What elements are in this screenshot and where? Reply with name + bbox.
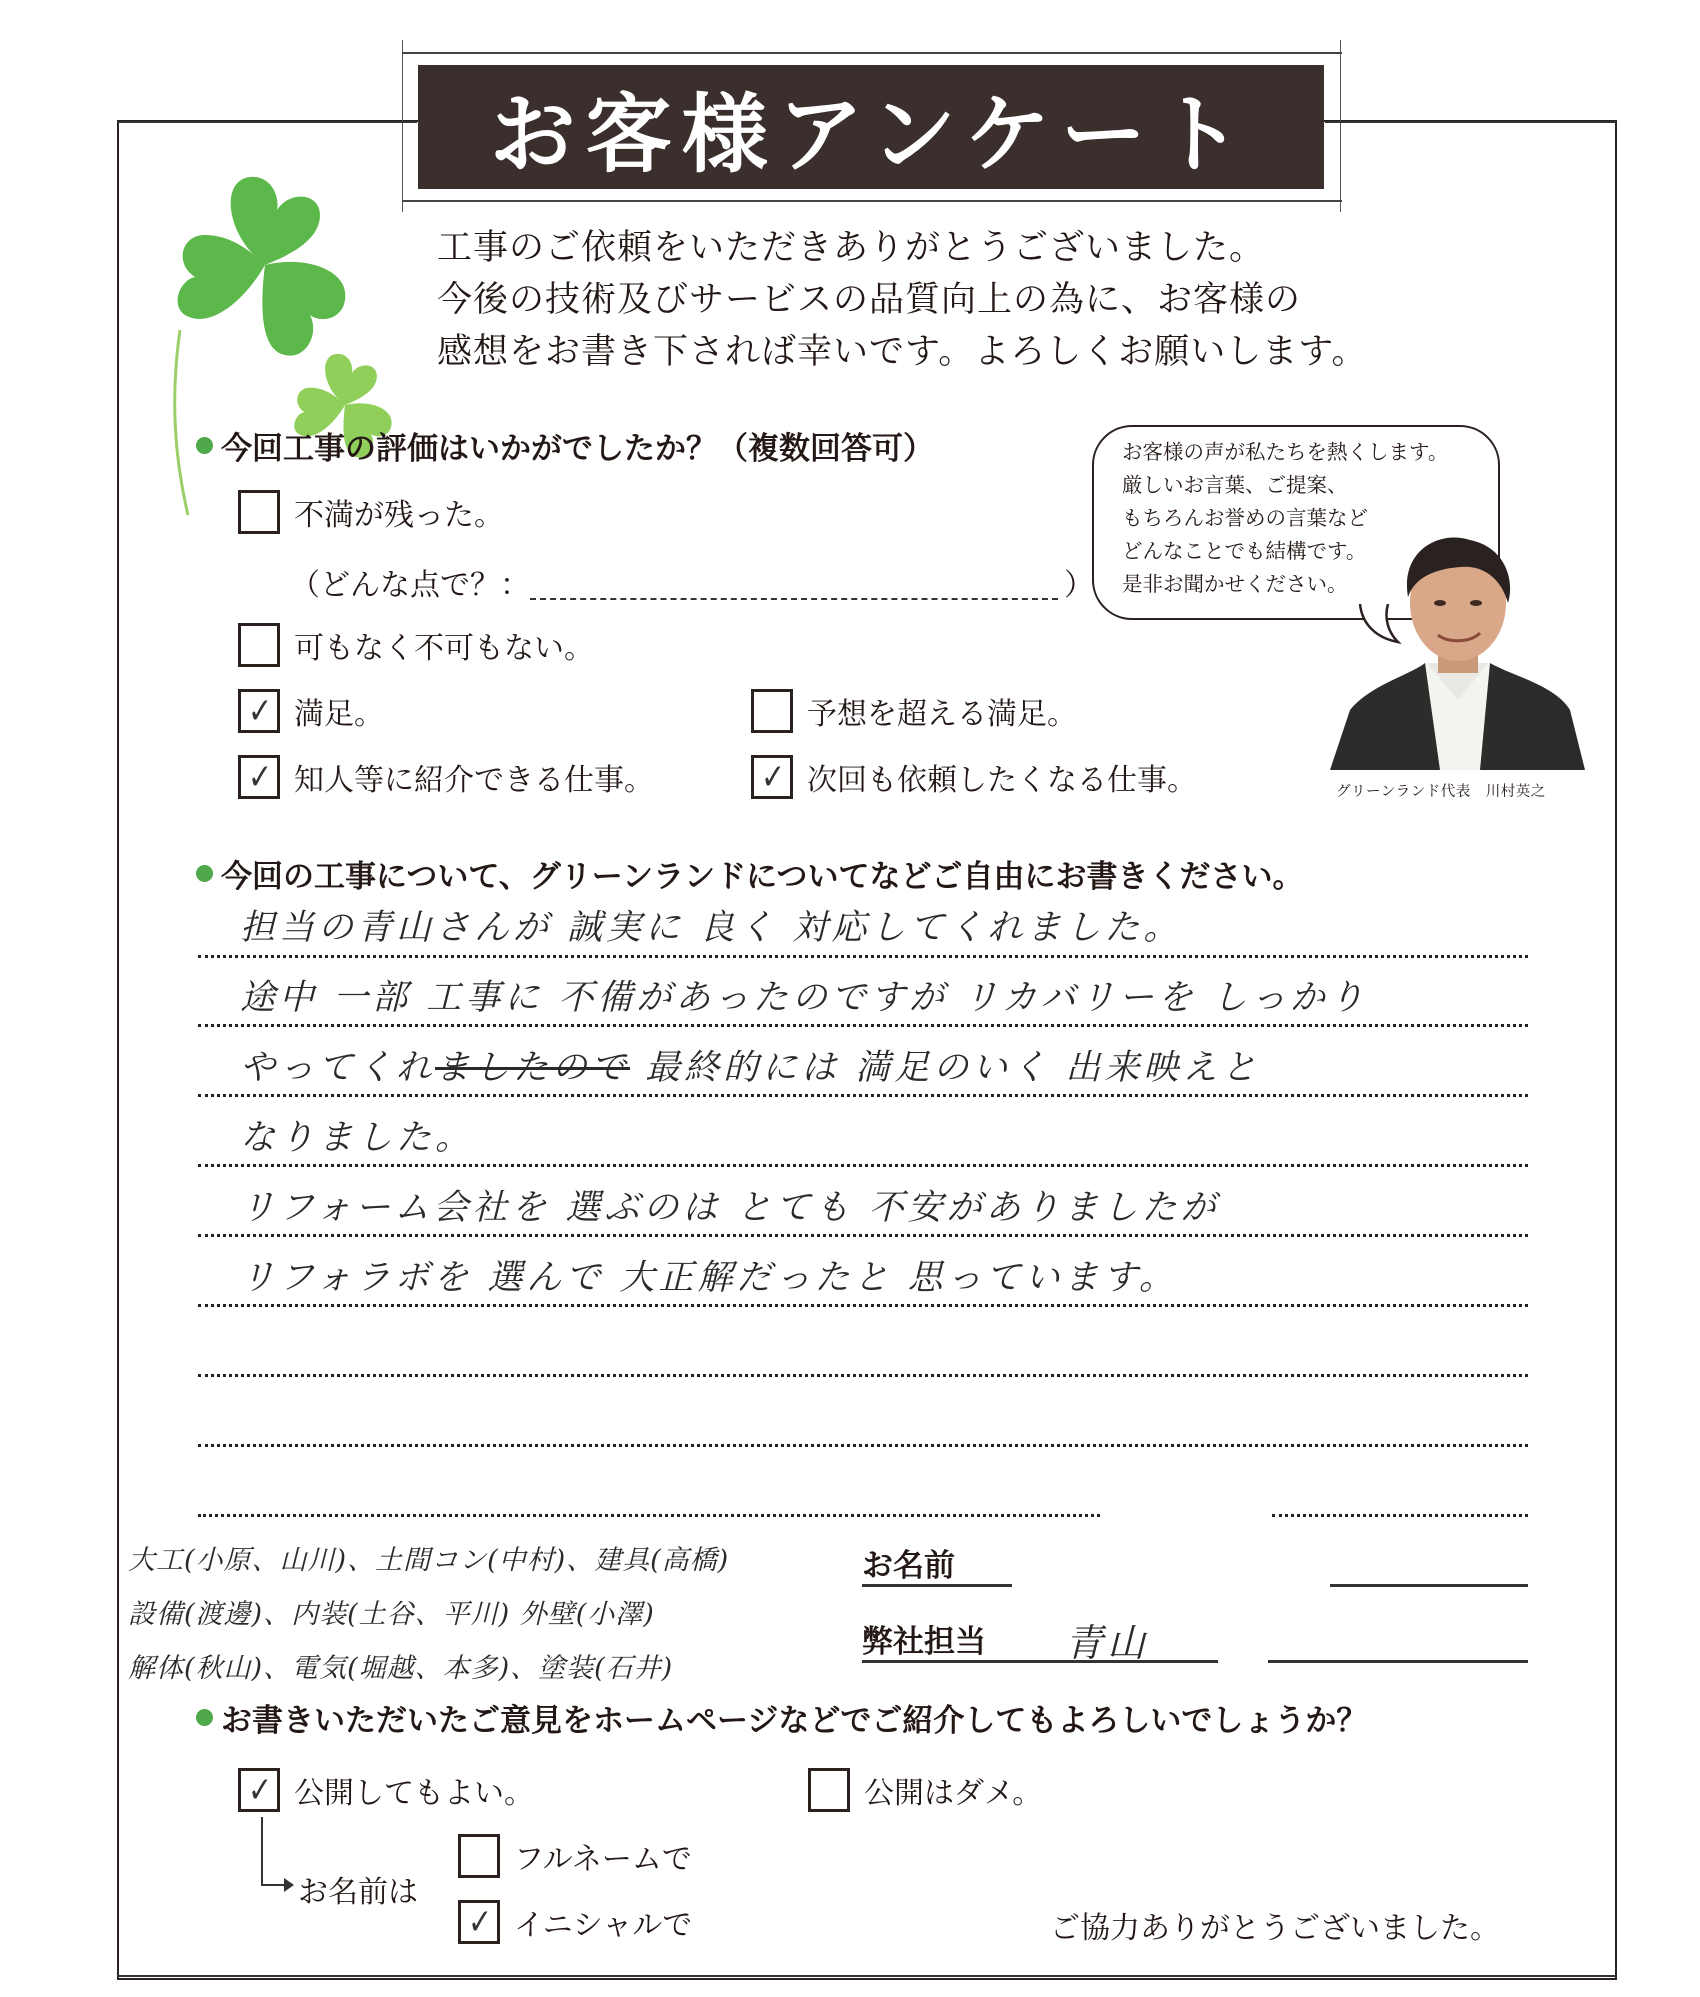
- checkbox-publish-ng[interactable]: [808, 1768, 850, 1812]
- intro-line: 工事のご依頼をいただきありがとうございました。: [437, 228, 1266, 268]
- struck-out-text: ましたので: [435, 1048, 631, 1088]
- page-title-banner: [418, 62, 1324, 189]
- page-title: お客様アンケート: [489, 85, 1253, 185]
- section2-heading: [196, 851, 1304, 896]
- check-icon: ✓: [761, 757, 786, 798]
- comment-text[interactable]: リフォーム会社を 選ぶのは とても 不安がありましたが: [240, 1188, 1220, 1228]
- check-icon: ✓: [468, 1902, 493, 1943]
- staff-note: 設備(渡邊)、内装(土谷、平川) 外壁(小澤): [128, 1599, 655, 1630]
- checkbox-request-again[interactable]: [751, 755, 793, 799]
- bullet-icon: [196, 865, 213, 882]
- branch-connector: [261, 1817, 263, 1885]
- option-publish-ok[interactable]: [238, 1768, 534, 1812]
- bottom-rule: [117, 1975, 1617, 1977]
- option-label: 公開してもよい。: [294, 1776, 534, 1811]
- comment-line: [198, 1024, 1528, 1027]
- representative-caption: グリーンランド代表 川村英之: [1336, 784, 1546, 800]
- title-left-rule: [117, 121, 417, 123]
- thank-you-text: ご協力ありがとうございました。: [1050, 1911, 1500, 1946]
- name-as-text: お名前は: [298, 1875, 418, 1910]
- comment-text[interactable]: なりました。: [240, 1118, 475, 1158]
- option-satisfied[interactable]: [238, 689, 384, 733]
- section2-heading-text: 今回の工事について、グリーンランドについてなどご自由にお書きください。: [221, 859, 1304, 895]
- staff-note: 解体(秋山)、電気(堀越、本多)、塗装(石井): [128, 1653, 674, 1684]
- bubble-line: 是非お聞かせください。: [1122, 572, 1348, 596]
- section3-heading-text: お書きいただいたご意見をホームページなどでご紹介してもよろしいでしょうか？: [221, 1703, 1368, 1739]
- intro-line: 感想をお書き下されば幸いです。よろしくお願いします。: [437, 332, 1368, 372]
- intro-text: [437, 222, 1367, 378]
- option-request-again[interactable]: [751, 755, 1197, 799]
- section1-heading: [196, 423, 934, 468]
- name-input[interactable]: [1330, 1584, 1528, 1587]
- section3-heading: [196, 1695, 1367, 1740]
- comment-fragment: やってくれ: [240, 1048, 436, 1088]
- section1-heading-text: 今回工事の評価はいかがでしたか？（複数回答可）: [221, 431, 934, 467]
- staff-label: 弊社担当: [862, 1624, 986, 1660]
- option-recommendable[interactable]: [238, 755, 654, 799]
- option-label: 不満が残った。: [294, 498, 504, 533]
- checkbox-dissatisfied[interactable]: [238, 490, 280, 534]
- staff-input-line: [1268, 1660, 1528, 1663]
- which-points-label: （どんな点で？：: [290, 568, 530, 603]
- comment-text[interactable]: 途中 一部 工事に 不備があったのですが リカバリーを しっかり: [240, 978, 1368, 1018]
- checkbox-satisfied[interactable]: [238, 689, 280, 733]
- name-as-label: [298, 1867, 418, 1911]
- checkbox-publish-ok[interactable]: [238, 1768, 280, 1812]
- which-points-input[interactable]: [530, 598, 1058, 600]
- comment-fragment: 最終的には 満足のいく 出来映えと: [645, 1048, 1261, 1088]
- option-beyond-expectation[interactable]: [751, 689, 1077, 733]
- arrow-right-icon: [284, 1878, 294, 1892]
- bullet-icon: [196, 437, 213, 454]
- option-label: 予想を超える満足。: [807, 697, 1077, 732]
- option-label: 公開はダメ。: [864, 1776, 1043, 1811]
- checkbox-beyond-expectation[interactable]: [751, 689, 793, 733]
- option-initials[interactable]: [458, 1900, 692, 1944]
- checkbox-full-name[interactable]: [458, 1834, 500, 1878]
- comment-text[interactable]: [240, 1040, 1260, 1090]
- check-icon: ✓: [248, 1770, 273, 1811]
- option-label: 満足。: [294, 697, 384, 732]
- bubble-line: お客様の声が私たちを熱くします。: [1122, 440, 1449, 464]
- which-points-row: [290, 560, 530, 604]
- option-label: フルネームで: [514, 1842, 692, 1877]
- comment-line: [198, 1444, 1528, 1447]
- comment-line: [198, 1164, 1528, 1167]
- option-label: イニシャルで: [514, 1908, 693, 1943]
- option-publish-ng[interactable]: [808, 1768, 1042, 1812]
- bubble-line: どんなことでも結構です。: [1122, 539, 1367, 563]
- staff-underline: [862, 1660, 1218, 1663]
- paren-close: ）: [1064, 568, 1094, 603]
- comment-line: [198, 1374, 1528, 1377]
- bubble-line: もちろんお誉めの言葉など: [1122, 506, 1368, 530]
- option-label: 知人等に紹介できる仕事。: [294, 763, 654, 798]
- comment-line: [198, 1234, 1528, 1237]
- comment-text[interactable]: 担当の青山さんが 誠実に 良く 対応してくれました。: [240, 908, 1183, 948]
- comment-text[interactable]: リフォラボを 選んで 大正解だったと 思っています。: [240, 1258, 1178, 1298]
- which-points-close: [1064, 560, 1094, 604]
- staff-note: 大工(小原、山川)、土間コン(中村)、建具(高橋): [128, 1545, 730, 1576]
- checkbox-neutral[interactable]: [238, 623, 280, 667]
- option-full-name[interactable]: [458, 1834, 692, 1878]
- staff-value[interactable]: 青山: [1065, 1621, 1150, 1665]
- intro-line: 今後の技術及びサービスの品質向上の為に、お客様の: [437, 280, 1302, 320]
- comment-line: [198, 955, 1528, 958]
- comment-line: [1272, 1514, 1528, 1517]
- check-icon: ✓: [248, 757, 273, 798]
- comment-line: [198, 1304, 1528, 1307]
- option-dissatisfied[interactable]: [238, 490, 504, 534]
- comment-line: [198, 1514, 1100, 1517]
- representative-portrait: [1330, 535, 1585, 770]
- name-underline: [862, 1584, 1012, 1587]
- title-right-rule: [1325, 121, 1617, 123]
- comment-line: [198, 1094, 1528, 1097]
- checkbox-initials[interactable]: [458, 1900, 500, 1944]
- name-label: お名前: [862, 1548, 955, 1584]
- bullet-icon: [196, 1709, 213, 1726]
- check-icon: ✓: [248, 691, 273, 732]
- option-label: 可もなく不可もない。: [294, 631, 594, 666]
- bubble-line: 厳しいお言葉、ご提案、: [1122, 473, 1348, 497]
- option-label: 次回も依頼したくなる仕事。: [807, 763, 1197, 798]
- checkbox-recommendable[interactable]: [238, 755, 280, 799]
- option-neutral[interactable]: [238, 623, 594, 667]
